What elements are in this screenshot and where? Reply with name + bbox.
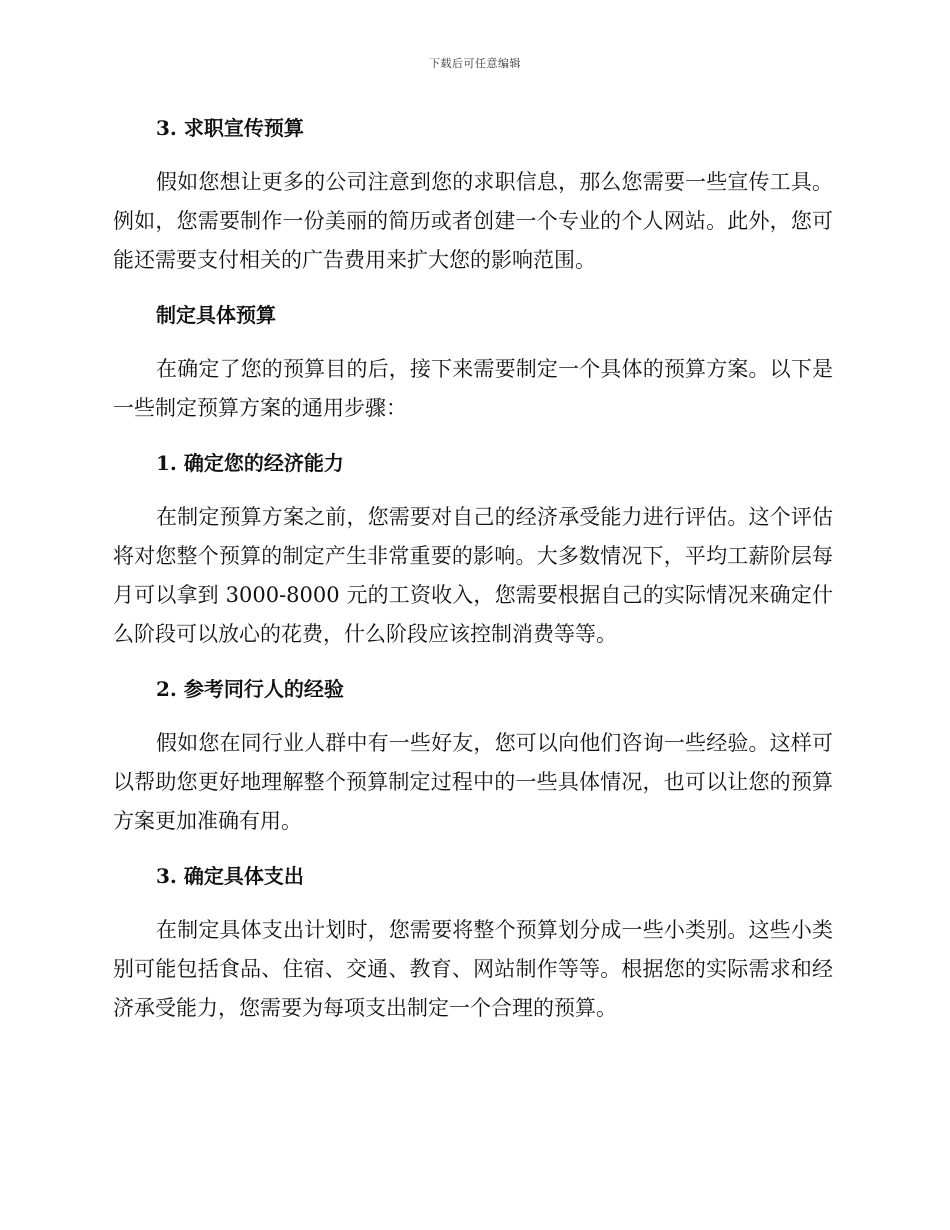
section-paragraph-promotion-budget: 假如您想让更多的公司注意到您的求职信息，那么您需要一些宣传工具。例如，您需要制作一份美丽的简历或者创建一个专业的个人网站。此外，您可能还需要支付相关的广告费用来扩大您的影响范围。 (113, 170, 833, 272)
document-body (113, 110, 833, 1028)
page-header: 下载后可任意编辑 (429, 57, 521, 70)
section-heading-make-budget: 制定具体预算 (156, 303, 276, 327)
section-paragraph-peer-experience: 假如您在同行业人群中有一些好友，您可以向他们咨询一些经验。这样可以帮助您更好地理解整个预算制定过程中的一些具体情况，也可以让您的预算方案更加准确有用。 (113, 731, 833, 833)
section-heading-promotion-budget: 3. 求职宣传预算 (156, 116, 304, 140)
section-heading-economic-ability: 1. 确定您的经济能力 (156, 451, 344, 475)
section-heading-peer-experience: 2. 参考同行人的经验 (156, 677, 344, 701)
section-paragraph-specific-expenses: 在制定具体支出计划时，您需要将整个预算划分成一些小类别。这些小类别可能包括食品、住宿、交通、教育、网站制作等等。根据您的实际需求和经济承受能力，您需要为每项支出制定一个合理的预算。 (113, 918, 833, 1020)
section-paragraph-economic-ability: 在制定预算方案之前，您需要对自己的经济承受能力进行评估。这个评估将对您整个预算的制定产生非常重要的影响。大多数情况下，平均工薪阶层每月可以拿到 3000-8000 元的工资收入，您需要根据自己的实际情况来确定什么阶段可以放心的花费，什么阶段应该控制消费等等。 (113, 505, 833, 646)
section-paragraph-make-budget: 在确定了您的预算目的后，接下来需要制定一个具体的预算方案。以下是一些制定预算方案的通用步骤： (113, 357, 833, 420)
section-heading-specific-expenses: 3. 确定具体支出 (156, 864, 304, 888)
